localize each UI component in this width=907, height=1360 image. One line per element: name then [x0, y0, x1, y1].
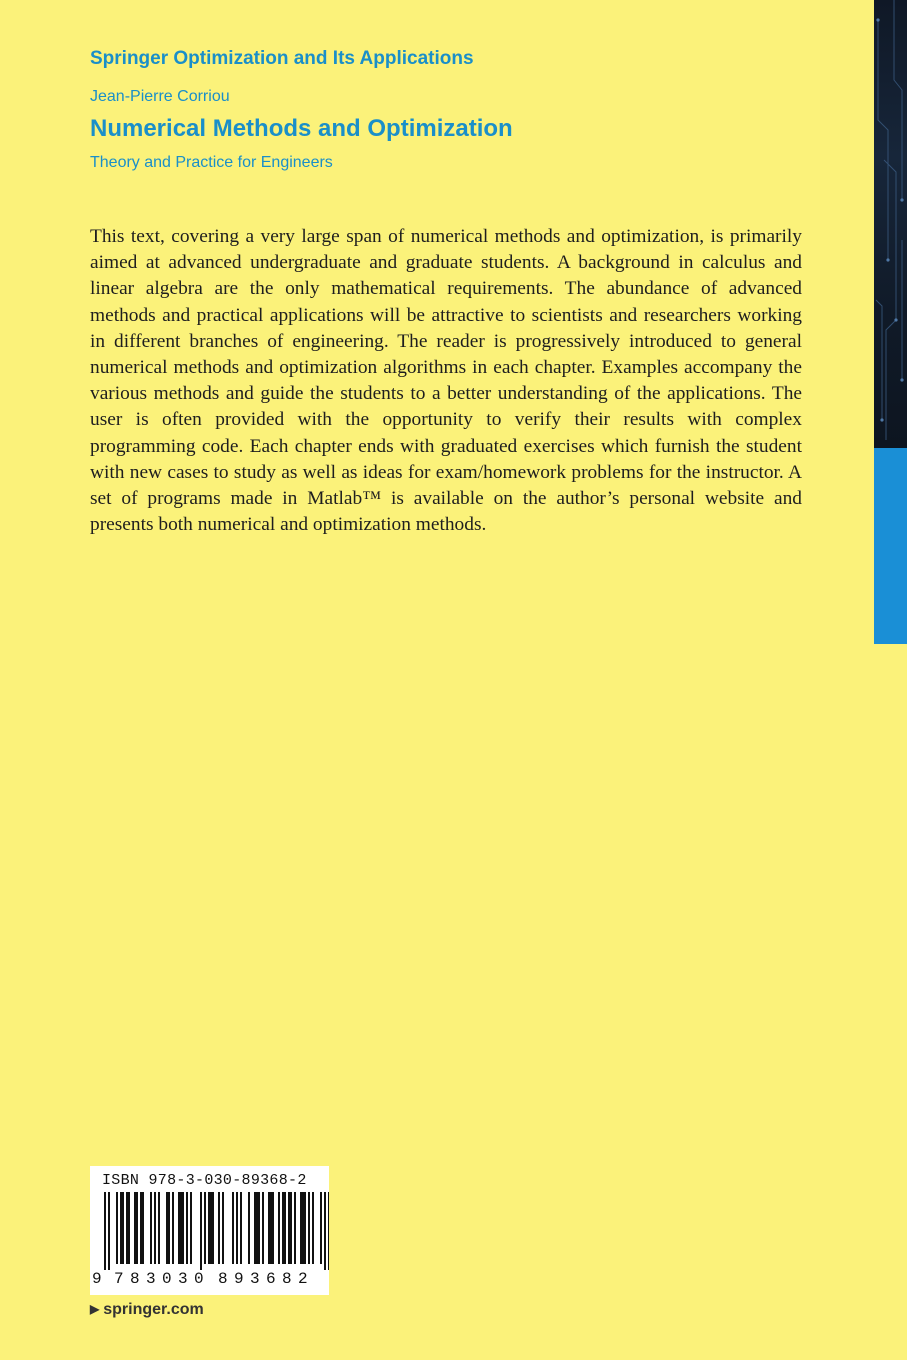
book-subtitle: Theory and Practice for Engineers — [90, 154, 333, 171]
circuit-pattern-icon — [874, 0, 907, 448]
barcode-digit: 8 — [218, 1270, 228, 1288]
barcode-digit: 8 — [130, 1270, 140, 1288]
isbn-barcode — [90, 1166, 329, 1295]
author-name: Jean-Pierre Corriou — [90, 88, 230, 105]
barcode-digit: 0 — [194, 1270, 204, 1288]
spine-blue-band — [874, 448, 907, 644]
book-description: This text, covering a very large span of numerical methods and optimization, is primarily aimed at advanced undergraduate and graduate students. A background in calculus and linear algebra are the only mathematical requirements. The abundance of advanced methods and practical applications will be attractive to scientists and researchers working in different branches of engineering. The reader is progressively introduced to general numerical methods and optimization algorithms in each chapter. Examples accompany the various methods and guide the students to a better understanding of the applications. The user is often provided with the opportunity to verify their results with complex programming code. Each chapter ends with graduated exercises which furnish the student with new cases to study as well as ideas for exam/homework problems for the instructor. A set of programs made in Matlab™ is available on the author’s personal website and presents both numerical and optimization methods. — [90, 226, 802, 536]
barcode-digit: 7 — [114, 1270, 124, 1288]
barcode-digit: 3 — [178, 1270, 188, 1288]
website-label: springer.com — [103, 1301, 204, 1318]
barcode-digit: 9 — [92, 1270, 102, 1288]
spine-dark-panel — [874, 0, 907, 448]
barcode-digit: 9 — [234, 1270, 244, 1288]
book-title: Numerical Methods and Optimization — [90, 115, 513, 142]
series-title: Springer Optimization and Its Applications — [90, 48, 474, 69]
arrow-right-icon: ▶ — [90, 1302, 100, 1316]
barcode-digit: 3 — [250, 1270, 260, 1288]
publisher-website[interactable] — [90, 1301, 204, 1319]
barcode-digit: 0 — [162, 1270, 172, 1288]
barcode-digit: 3 — [146, 1270, 156, 1288]
isbn-label: ISBN 978-3-030-89368-2 — [102, 1172, 307, 1189]
barcode-icon — [90, 1166, 329, 1295]
barcode-digit: 8 — [282, 1270, 292, 1288]
barcode-digit: 2 — [298, 1270, 308, 1288]
barcode-digit: 6 — [266, 1270, 276, 1288]
